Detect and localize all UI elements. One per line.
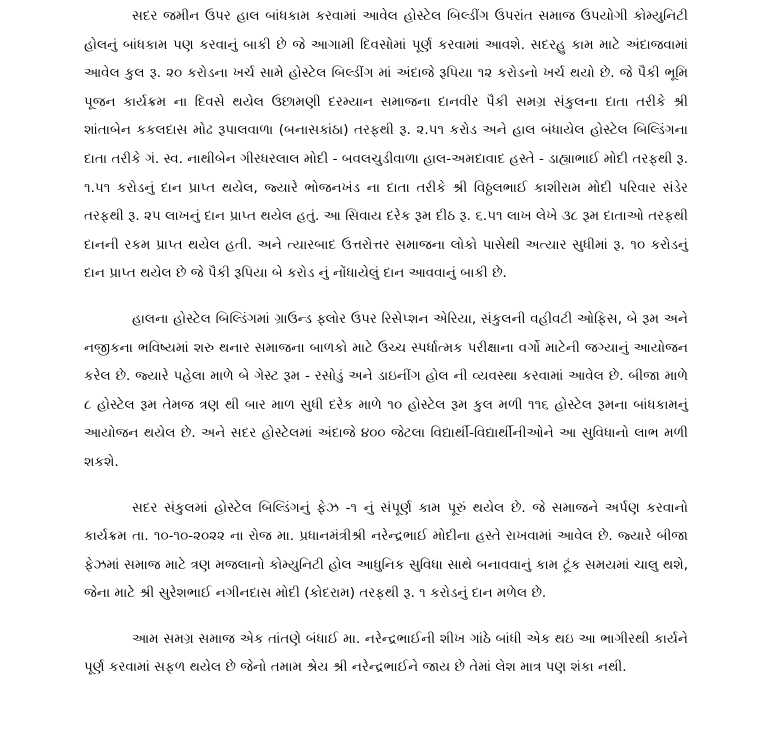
paragraph-conclusion: આમ સમગ્ર સમાજ એક તાંતણે બંધાઈ મા. નરેન્દ્રભાઈની શીખ ગાંઠે બાંધી એક થઇ આ ભાગીરથી કાર્યને પૂર્ણ કરવામાં સફળ થયેલ છે જેનો તમામ શ્રેય શ્રી નરેન્દ્રભાઈને જાય છે તેમાં લેશ માત્ર પણ શંકા નથી. bbox=[84, 630, 688, 676]
document-body bbox=[84, 2, 688, 699]
paragraph-hostel-layout: હાલના હોસ્ટેલ બિલ્ડિંગમાં ગ્રાઉન્ડ ફ્લોર ઉપર રિસેપ્શન એરિયા, સંકુલની વહીવટી ઓફિસ, બે રૂમ અને નજીકના ભવિષ્યમાં શરુ થનાર સમાજના બાળકો માટે ઉચ્ચ સ્પર્ધાત્મક પરીક્ષાના વર્ગો માટેની જગ્યાનું આયોજન કરેલ છે. જ્યારે પહેલા માળે બે ગેસ્ટ રૂમ - રસોડું અને ડાઇનીંગ હોલ ની વ્યવસ્થા કરવામાં આવેલ છે. બીજા માળે ૮ હોસ્ટેલ રૂમ તેમજ ત્રણ થી બાર માળ સુધી દરેક માળે ૧૦ હોસ્ટેલ રૂમ કુલ મળી ૧૧૬ હોસ્ટેલ રૂમના બાંધકામનું આયોજન થયેલ છે. અને સદર હોસ્ટેલમાં અંદાજે ૪૦૦ જેટલા વિદ્યાર્થી-વિદ્યાર્થીનીઓને આ સુવિધાનો લાભ મળી શકશે. bbox=[84, 310, 688, 470]
paragraph-inauguration: સદર સંકુલમાં હોસ્ટેલ બિલ્ડિંગનું ફેઝ -૧ નું સંપૂર્ણ કામ પૂરું થયેલ છે. જે સમાજને અર્પણ કરવાનો કાર્યક્રમ તા. ૧૦-૧૦-૨૦૨૨ ના રોજ મા. પ્રધાનમંત્રીશ્રી નરેન્દ્રભાઈ મોદીના હસ્તે રાખવામાં આવેલ છે. જ્યારે બીજા ફેઝમાં સમાજ માટે ત્રણ મજલાનો કોમ્યુનિટી હોલ આધુનિક સુવિધા સાથે બનાવવાનું કામ ટૂંક સમયમાં ચાલુ થશે, જેના માટે શ્રી સુરેશભાઈ નગીનદાસ મોદી (કોદરામ) તરફથી રૂ. ૧ કરોડનું દાન મળેલ છે. bbox=[84, 499, 688, 602]
paragraph-project-funding: સદર જમીન ઉપર હાલ બાંધકામ કરવામાં આવેલ હોસ્ટેલ બિલ્ડીંગ ઉપરાંત સમાજ ઉપયોગી કોમ્યુનિટી હોલનું બાંધકામ પણ કરવાનું બાકી છે જે આગામી દિવસોમાં પૂર્ણ કરવામાં આવશે. સદરહુ કામ માટે અંદાજવામાં આવેલ કુલ રૂ. ૨૦ કરોડના ખર્ચ સામે હોસ્ટેલ બિલ્ડીંગ માં અંદાજે રૂપિયા ૧૨ કરોડનો ખર્ચ થયો છે. જે પૈકી ભૂમિ પૂજન કાર્યક્રમ ના દિવસે થયેલ ઉછામણી દરમ્યાન સમાજના દાનવીર પૈકી સમગ્ર સંકુલના દાતા તરીકે શ્રી શાંતાબેન કકલદાસ મોઢ રૂપાલવાળા (બનાસકાંઠા) તરફથી રૂ. ૨.૫૧ કરોડ અને હાલ બંધાયેલ હોસ્ટેલ બિલ્ડિંગના દાતા તરીકે ગં. સ્વ. નાથીબેન ગીરધરલાલ મોદી - બવલચુડીવાળા હાલ-અમદાવાદ હસ્તે - ડાહ્યાભાઈ મોદી તરફથી રૂ. ૧.૫૧ કરોડનું દાન પ્રાપ્ત થયેલ, જ્યારે ભોજનખંડ ના દાતા તરીકે શ્રી વિઠ્ઠલભાઈ કાશીરામ મોદી પરિવાર સંડેર તરફથી રૂ. ૨૫ લાખનું દાન પ્રાપ્ત થયેલ હતું. આ સિવાય દરેક રૂમ દીઠ રૂ. ૬.૫૧ લાખ લેખે ૩૮ રૂમ દાતાઓ તરફથી દાનની રકમ પ્રાપ્ત થયેલ હતી. અને ત્યારબાદ ઉત્તરોત્તર સમાજના લોકો પાસેથી અત્યાર સુધીમાં રૂ. ૧૦ કરોડનું દાન પ્રાપ્ત થયેલ છે જે પૈકી રૂપિયા બે કરોડ નું નોંધાયેલું દાન આવવાનું બાકી છે. bbox=[84, 8, 688, 282]
